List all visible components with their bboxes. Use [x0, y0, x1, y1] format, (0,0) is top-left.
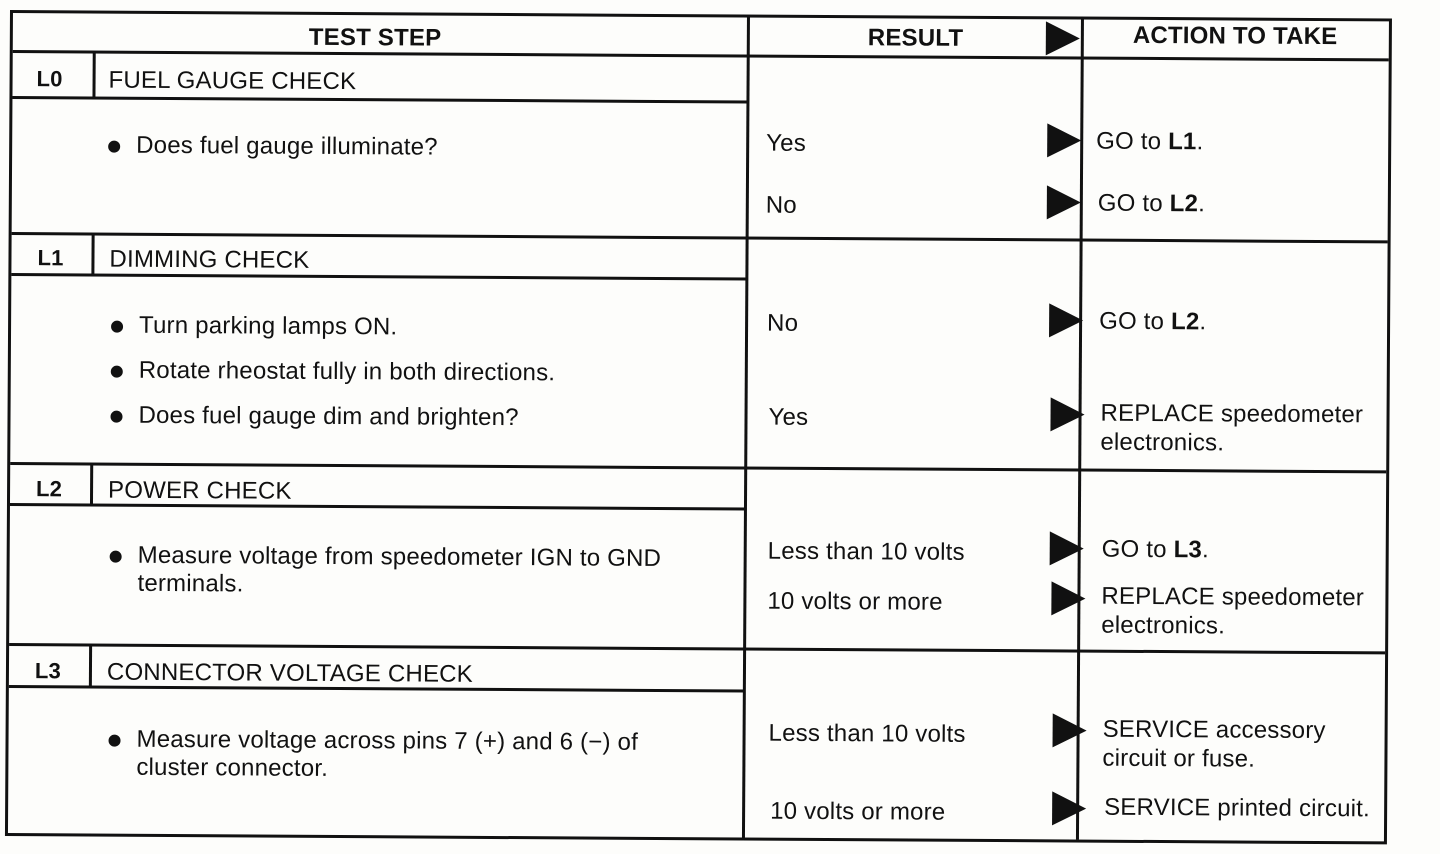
step-bullet: Does fuel gauge illuminate? [136, 131, 438, 161]
step-code-divider [89, 644, 92, 687]
action-text: GO to L2. [1099, 307, 1207, 336]
column-divider [742, 18, 750, 838]
header-arrow-icon [1046, 21, 1080, 55]
step-title: DIMMING CHECK [109, 245, 310, 274]
result-arrow-icon [1053, 713, 1087, 747]
action-text: REPLACE speedometer [1101, 582, 1365, 612]
step-bullet-continuation: terminals. [137, 569, 244, 598]
step-code-divider [91, 234, 94, 276]
result-text: 10 volts or more [770, 797, 946, 826]
step-bullet: Measure voltage across pins 7 (+) and 6 (−) of [136, 725, 639, 756]
action-text: electronics. [1101, 611, 1226, 640]
step-bullet-continuation: cluster connector. [136, 753, 329, 782]
action-text: SERVICE printed circuit. [1104, 793, 1371, 823]
result-arrow-icon [1051, 581, 1085, 615]
result-text: Yes [766, 129, 807, 157]
result-text: Less than 10 volts [768, 719, 966, 748]
result-arrow-icon [1047, 185, 1081, 219]
action-text: REPLACE speedometer [1100, 399, 1364, 429]
header-test-step: TEST STEP [308, 23, 442, 52]
result-arrow-icon [1052, 791, 1086, 825]
action-text: circuit or fuse. [1102, 744, 1256, 773]
action-text: GO to L1. [1096, 127, 1204, 156]
step-code: L2 [36, 476, 63, 502]
result-text: Less than 10 volts [767, 537, 965, 566]
header-result: RESULT [867, 24, 964, 52]
step-code-divider [90, 463, 93, 505]
result-arrow-icon [1050, 531, 1084, 565]
step-title-underline [12, 96, 748, 103]
header-divider [13, 50, 1389, 61]
step-code: L3 [34, 658, 62, 684]
step-bullet: Rotate rheostat fully in both directions. [138, 356, 556, 387]
step-title: CONNECTOR VOLTAGE CHECK [106, 658, 474, 688]
action-text: GO to L2. [1097, 189, 1206, 218]
step-bullet: Measure voltage from speedometer IGN to GND [137, 541, 662, 572]
result-arrow-icon [1047, 123, 1081, 157]
result-text: No [765, 191, 797, 219]
step-code: L1 [37, 245, 64, 271]
action-text: SERVICE accessory [1102, 715, 1326, 745]
result-text: No [767, 309, 799, 337]
step-code: L0 [36, 66, 63, 92]
action-text: electronics. [1100, 428, 1225, 457]
section-divider [9, 643, 1385, 654]
step-bullet: Turn parking lamps ON. [138, 311, 398, 341]
step-bullet: Does fuel gauge dim and brighten? [138, 401, 519, 432]
result-text: 10 volts or more [767, 587, 943, 616]
header-action: ACTION TO TAKE [1132, 21, 1338, 51]
result-arrow-icon [1050, 397, 1084, 431]
step-title-underline [11, 273, 747, 280]
diagnostic-table [5, 10, 1392, 844]
step-code-divider [92, 52, 95, 99]
result-text: Yes [768, 403, 809, 431]
section-divider [10, 462, 1386, 473]
step-title: POWER CHECK [107, 476, 292, 505]
section-divider [12, 232, 1388, 243]
action-text: GO to L3. [1101, 535, 1209, 564]
result-arrow-icon [1049, 303, 1083, 337]
step-title: FUEL GAUGE CHECK [108, 66, 357, 96]
